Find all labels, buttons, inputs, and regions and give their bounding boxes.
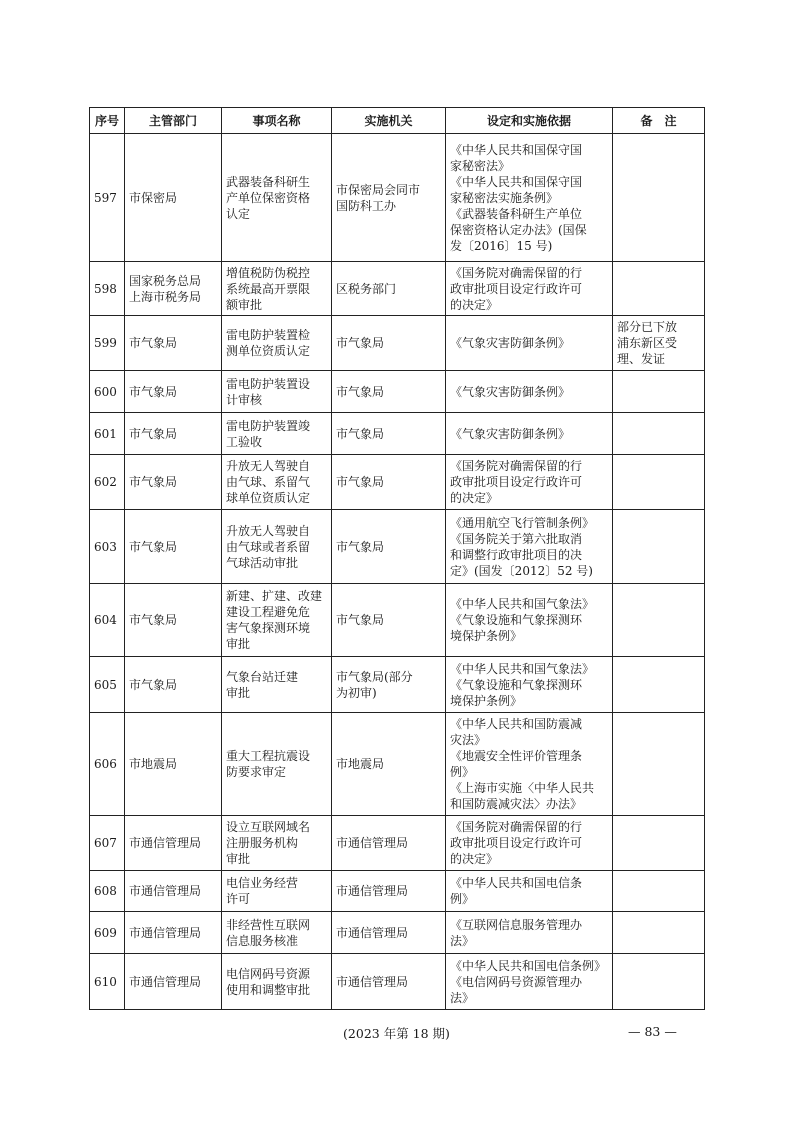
row-agency: 市气象局 [332,413,446,455]
row-agency: 市气象局 [332,584,446,657]
row-basis: 《通用航空飞行管制条例》 《国务院关于第六批取消 和调整行政审批项目的决 定》(国发〔2012〕52 号) [446,510,613,584]
row-agency: 市气象局 [332,510,446,584]
table-row [90,584,705,657]
row-no: 608 [90,871,125,912]
row-note [613,657,705,713]
header-item: 事项名称 [222,108,332,134]
table-row [90,316,705,371]
row-dept: 市气象局 [125,657,222,713]
row-no: 609 [90,912,125,954]
row-agency: 市保密局会同市 国防科工办 [332,134,446,262]
table-row [90,657,705,713]
table-row [90,912,705,954]
row-dept: 市气象局 [125,584,222,657]
row-basis: 《中华人民共和国防震减 灾法》 《地震安全性评价管理条 例》 《上海市实施〈中华人民共 和国防震减灾法〉办法》 [446,713,613,816]
row-dept: 市气象局 [125,455,222,510]
row-note [613,134,705,262]
row-item: 升放无人驾驶自 由气球或者系留 气球活动审批 [222,510,332,584]
row-agency: 市通信管理局 [332,954,446,1010]
row-item: 雷电防护装置设 计审核 [222,371,332,413]
row-basis: 《中华人民共和国电信条例》 《电信网码号资源管理办 法》 [446,954,613,1010]
row-item: 非经营性互联网 信息服务核准 [222,912,332,954]
row-note [613,954,705,1010]
row-note [613,871,705,912]
row-no: 605 [90,657,125,713]
table-row [90,262,705,316]
row-basis: 《中华人民共和国气象法》 《气象设施和气象探测环 境保护条例》 [446,657,613,713]
row-no: 602 [90,455,125,510]
row-item: 气象台站迁建 审批 [222,657,332,713]
row-dept: 市气象局 [125,413,222,455]
table-row [90,134,705,262]
row-note [613,510,705,584]
table-row [90,954,705,1010]
approval-items-table [89,107,705,1010]
table-row [90,816,705,871]
row-no: 610 [90,954,125,1010]
table-row [90,713,705,816]
row-agency: 区税务部门 [332,262,446,316]
header-no: 序号 [90,108,125,134]
table-row [90,413,705,455]
row-no: 597 [90,134,125,262]
row-basis: 《中华人民共和国气象法》 《气象设施和气象探测环 境保护条例》 [446,584,613,657]
row-basis: 《中华人民共和国保守国 家秘密法》 《中华人民共和国保守国 家秘密法实施条例》 《武器装备科研生产单位 保密资格认定办法》(国保 发〔2016〕15 号) [446,134,613,262]
row-dept: 市保密局 [125,134,222,262]
header-agency: 实施机关 [332,108,446,134]
row-dept: 市通信管理局 [125,954,222,1010]
row-dept: 市通信管理局 [125,912,222,954]
table-row [90,455,705,510]
row-basis: 《气象灾害防御条例》 [446,316,613,371]
issue-number: (2023 年第 18 期) [343,1026,450,1041]
table-row [90,371,705,413]
row-note [613,455,705,510]
row-item: 设立互联网域名 注册服务机构 审批 [222,816,332,871]
row-no: 606 [90,713,125,816]
row-basis: 《气象灾害防御条例》 [446,413,613,455]
row-item: 增值税防伪税控 系统最高开票限 额审批 [222,262,332,316]
row-note [613,413,705,455]
row-item: 雷电防护装置检 测单位资质认定 [222,316,332,371]
row-dept: 市通信管理局 [125,871,222,912]
row-note [613,816,705,871]
row-no: 600 [90,371,125,413]
row-item: 雷电防护装置竣 工验收 [222,413,332,455]
row-item: 武器装备科研生 产单位保密资格 认定 [222,134,332,262]
row-item: 升放无人驾驶自 由气球、系留气 球单位资质认定 [222,455,332,510]
row-dept: 市气象局 [125,371,222,413]
page-number: — 83 — [628,1024,677,1039]
row-item: 重大工程抗震设 防要求审定 [222,713,332,816]
header-note: 备 注 [613,108,705,134]
row-basis: 《国务院对确需保留的行 政审批项目设定行政许可 的决定》 [446,816,613,871]
row-note: 部分已下放 浦东新区受 理、发证 [613,316,705,371]
row-no: 607 [90,816,125,871]
row-dept: 市地震局 [125,713,222,816]
table-row [90,871,705,912]
table-row [90,510,705,584]
row-item: 电信业务经营 许可 [222,871,332,912]
row-no: 604 [90,584,125,657]
row-basis: 《国务院对确需保留的行 政审批项目设定行政许可 的决定》 [446,262,613,316]
row-basis: 《国务院对确需保留的行 政审批项目设定行政许可 的决定》 [446,455,613,510]
row-dept: 市气象局 [125,510,222,584]
row-basis: 《中华人民共和国电信条 例》 [446,871,613,912]
row-item: 新建、扩建、改建 建设工程避免危 害气象探测环境 审批 [222,584,332,657]
header-basis: 设定和实施依据 [446,108,613,134]
row-dept: 市通信管理局 [125,816,222,871]
row-note [613,371,705,413]
row-agency: 市气象局 [332,316,446,371]
row-note [613,713,705,816]
row-note [613,262,705,316]
row-no: 599 [90,316,125,371]
row-agency: 市通信管理局 [332,871,446,912]
row-agency: 市通信管理局 [332,912,446,954]
row-no: 598 [90,262,125,316]
row-agency: 市气象局 [332,455,446,510]
row-dept: 国家税务总局 上海市税务局 [125,262,222,316]
header-dept: 主管部门 [125,108,222,134]
row-note [613,584,705,657]
row-no: 601 [90,413,125,455]
row-agency: 市通信管理局 [332,816,446,871]
row-note [613,912,705,954]
row-basis: 《气象灾害防御条例》 [446,371,613,413]
row-no: 603 [90,510,125,584]
row-agency: 市气象局(部分 为初审) [332,657,446,713]
table-header-row [90,108,705,134]
row-item: 电信网码号资源 使用和调整审批 [222,954,332,1010]
row-dept: 市气象局 [125,316,222,371]
row-basis: 《互联网信息服务管理办 法》 [446,912,613,954]
row-agency: 市气象局 [332,371,446,413]
row-agency: 市地震局 [332,713,446,816]
